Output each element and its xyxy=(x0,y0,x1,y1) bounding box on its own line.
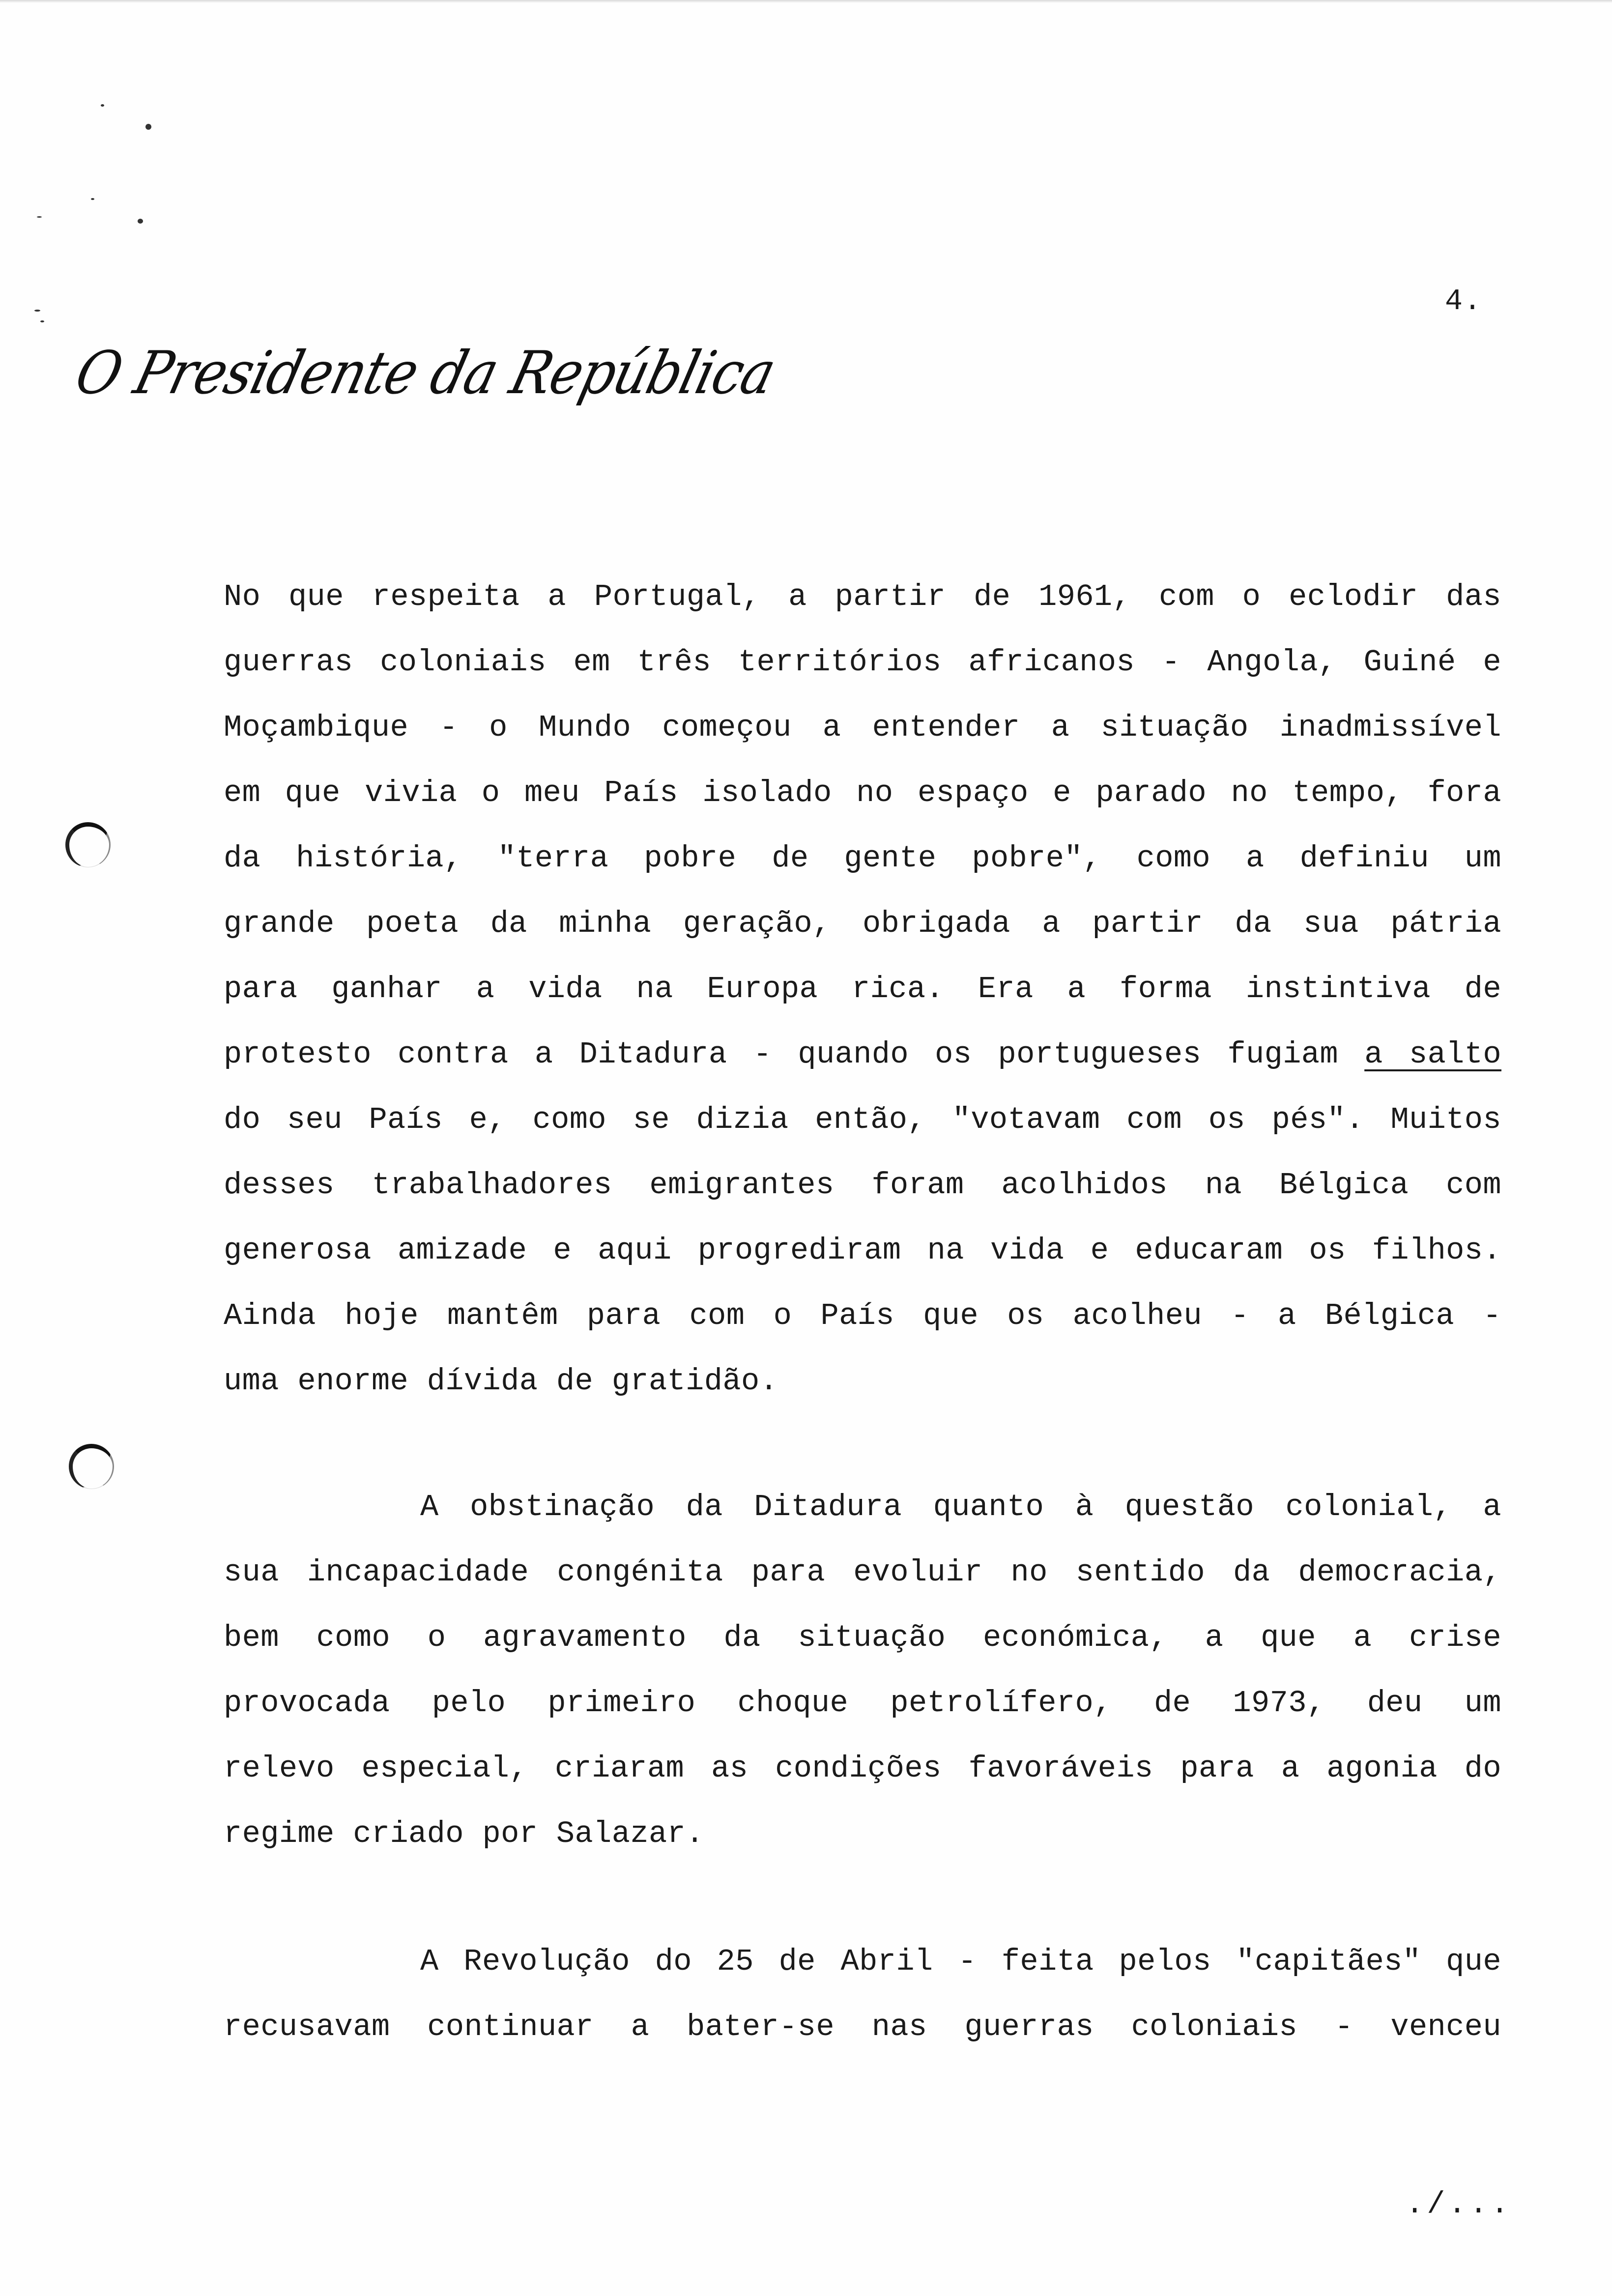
text-line: em que vivia o meu País isolado no espaço e parado no tempo, fora xyxy=(224,775,1501,810)
letterhead xyxy=(69,339,782,437)
page-number: 4. xyxy=(1445,285,1483,318)
text-line: grande poeta da minha geração, obrigada a partir da sua pátria xyxy=(224,906,1501,941)
text-line: sua incapacidade congénita para evoluir no sentido da democracia, xyxy=(224,1555,1501,1590)
underlined-phrase: a salto xyxy=(1364,1037,1501,1072)
text-line-part: protesto contra a Ditadura - quando os portugueses fugiam xyxy=(224,1037,1365,1072)
text-line: provocada pelo primeiro choque petrolífero, de 1973, deu um xyxy=(224,1686,1501,1721)
scan-speck xyxy=(138,219,143,224)
text-line: recusavam continuar a bater-se nas guerras coloniais - venceu xyxy=(224,2009,1501,2044)
text-line: da história, "terra pobre de gente pobre", como a definiu um xyxy=(224,841,1501,876)
text-line: A obstinação da Ditadura quanto à questão colonial, a xyxy=(420,1490,1501,1524)
text-line-with-underline xyxy=(224,1022,1501,1087)
punch-hole xyxy=(69,1444,114,1489)
text-line: generosa amizade e aqui progrediram na vida e educaram os filhos. xyxy=(224,1233,1501,1268)
text-line: do seu País e, como se dizia então, "votavam com os pés". Muitos xyxy=(224,1102,1501,1137)
text-line: uma enorme dívida de gratidão. xyxy=(224,1364,778,1399)
text-line: relevo especial, criaram as condições favoráveis para a agonia do xyxy=(224,1751,1501,1786)
scan-speck xyxy=(145,124,151,130)
punch-hole xyxy=(65,822,111,867)
text-line: Ainda hoje mantêm para com o País que os acolheu - a Bélgica - xyxy=(224,1298,1501,1333)
scan-speck xyxy=(37,216,42,218)
text-line: No que respeita a Portugal, a partir de 1961, com o eclodir das xyxy=(224,579,1501,614)
text-line: Moçambique - o Mundo começou a entender a situação inadmissível xyxy=(224,710,1501,745)
text-line: desses trabalhadores emigrantes foram acolhidos na Bélgica com xyxy=(224,1168,1501,1203)
text-line: bem como o agravamento da situação económica, a que a crise xyxy=(224,1620,1501,1655)
letterhead-script: O Presidente da República xyxy=(69,339,782,407)
text-line: para ganhar a vida na Europa rica. Era a forma instintiva de xyxy=(224,972,1501,1006)
scan-speck xyxy=(101,104,104,107)
scan-top-edge xyxy=(0,0,1612,3)
text-line: regime criado por Salazar. xyxy=(224,1816,704,1851)
paragraph-3 xyxy=(224,1929,1501,2060)
scan-speck xyxy=(34,310,40,312)
text-line: A Revolução do 25 de Abril - feita pelos "capitães" que xyxy=(420,1944,1501,1979)
scan-speck xyxy=(91,198,94,200)
paragraph-1 xyxy=(224,564,1501,1414)
continuation-mark: ./... xyxy=(1406,2187,1512,2222)
paragraph-2 xyxy=(224,1474,1501,1866)
text-line: guerras coloniais em três territórios africanos - Angola, Guiné e xyxy=(224,645,1501,680)
scan-speck xyxy=(40,320,44,322)
